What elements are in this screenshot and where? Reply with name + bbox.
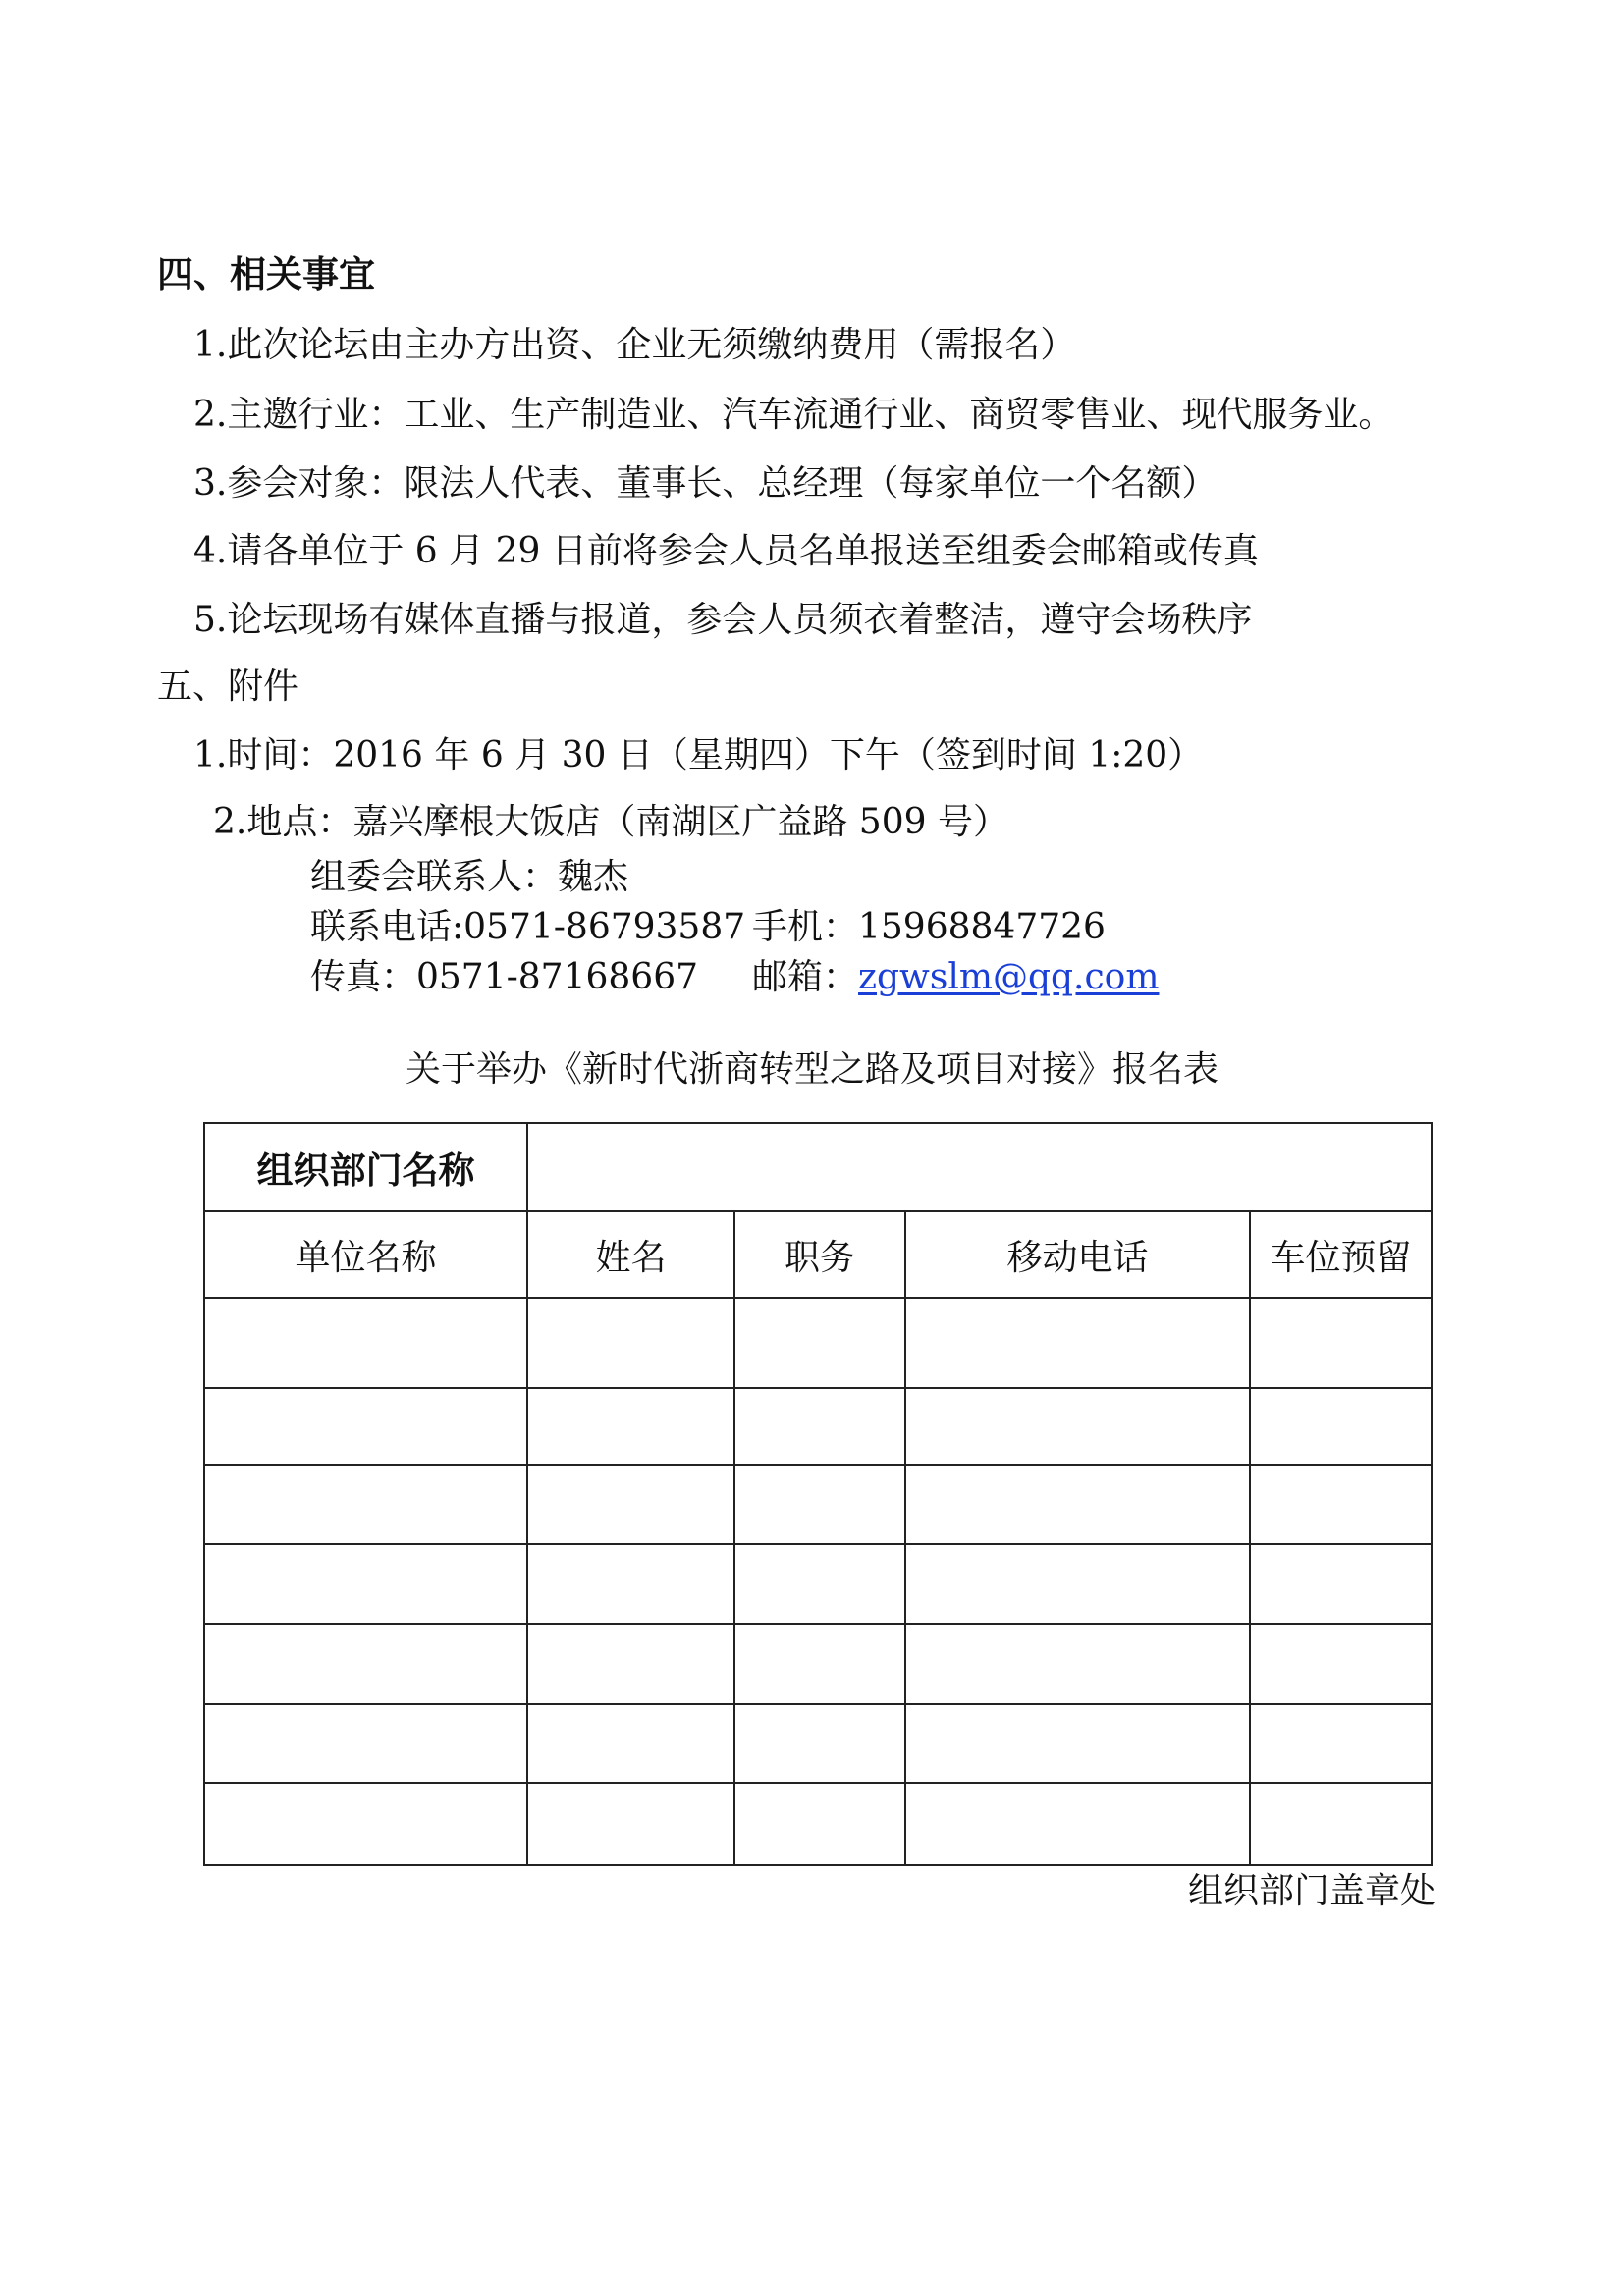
mobile-cell[interactable] xyxy=(905,1624,1250,1704)
table-row xyxy=(204,1704,1432,1783)
mobile-cell[interactable] xyxy=(905,1388,1250,1465)
event-time: 1.时间：2016 年 6 月 30 日（星期四）下午（签到时间 1:20） xyxy=(193,735,1204,775)
stamp-area-note: 组织部门盖章处 xyxy=(1187,1871,1435,1911)
item-industries: 2.主邀行业：工业、生产制造业、汽车流通行业、商贸零售业、现代服务业。 xyxy=(193,395,1394,435)
position-cell[interactable] xyxy=(734,1298,905,1388)
parking-cell[interactable] xyxy=(1250,1465,1432,1544)
unit-name-cell[interactable] xyxy=(204,1624,527,1704)
column-header-mobile: 移动电话 xyxy=(905,1211,1250,1298)
item-deadline: 4.请各单位于 6 月 29 日前将参会人员名单报送至组委会邮箱或传真 xyxy=(193,531,1259,571)
position-cell[interactable] xyxy=(734,1388,905,1465)
org-name-field[interactable] xyxy=(527,1123,1432,1211)
column-header-position: 职务 xyxy=(734,1211,905,1298)
unit-name-cell[interactable] xyxy=(204,1388,527,1465)
column-header-parking: 车位预留 xyxy=(1250,1211,1432,1298)
registration-table xyxy=(203,1122,1433,1866)
table-row xyxy=(204,1624,1432,1704)
parking-cell[interactable] xyxy=(1250,1298,1432,1388)
table-row xyxy=(204,1298,1432,1388)
contact-email-link[interactable]: zgwslm@qq.com xyxy=(858,957,1160,997)
unit-name-cell[interactable] xyxy=(204,1465,527,1544)
position-cell[interactable] xyxy=(734,1704,905,1783)
name-cell[interactable] xyxy=(527,1704,734,1783)
column-header-name: 姓名 xyxy=(527,1211,734,1298)
section-heading-attachment: 五、附件 xyxy=(157,667,299,707)
item-funding: 1.此次论坛由主办方出资、企业无须缴纳费用（需报名） xyxy=(193,325,1076,365)
mobile-cell[interactable] xyxy=(905,1783,1250,1865)
unit-name-cell[interactable] xyxy=(204,1298,527,1388)
parking-cell[interactable] xyxy=(1250,1624,1432,1704)
contact-fax: 传真：0571-87168667 xyxy=(310,957,699,997)
position-cell[interactable] xyxy=(734,1465,905,1544)
contact-email-label: 邮箱： xyxy=(752,957,859,997)
contact-email-row xyxy=(752,954,1159,1001)
item-conduct: 5.论坛现场有媒体直播与报道，参会人员须衣着整洁，遵守会场秩序 xyxy=(193,600,1253,640)
name-cell[interactable] xyxy=(527,1783,734,1865)
name-cell[interactable] xyxy=(527,1465,734,1544)
parking-cell[interactable] xyxy=(1250,1704,1432,1783)
column-header-unit-name: 单位名称 xyxy=(204,1211,527,1298)
mobile-cell[interactable] xyxy=(905,1544,1250,1624)
section-heading-related-matters: 四、相关事宜 xyxy=(157,253,375,295)
position-cell[interactable] xyxy=(734,1783,905,1865)
mobile-cell[interactable] xyxy=(905,1465,1250,1544)
unit-name-cell[interactable] xyxy=(204,1544,527,1624)
name-cell[interactable] xyxy=(527,1624,734,1704)
org-name-label: 组织部门名称 xyxy=(204,1123,527,1211)
name-cell[interactable] xyxy=(527,1388,734,1465)
item-attendees: 3.参会对象：限法人代表、董事长、总经理（每家单位一个名额） xyxy=(193,463,1218,504)
name-cell[interactable] xyxy=(527,1298,734,1388)
mobile-cell[interactable] xyxy=(905,1298,1250,1388)
parking-cell[interactable] xyxy=(1250,1544,1432,1624)
position-cell[interactable] xyxy=(734,1624,905,1704)
event-location: 2.地点：嘉兴摩根大饭店（南湖区广益路 509 号） xyxy=(213,802,1008,842)
table-header-row xyxy=(204,1211,1432,1298)
name-cell[interactable] xyxy=(527,1544,734,1624)
table-row xyxy=(204,1388,1432,1465)
mobile-cell[interactable] xyxy=(905,1704,1250,1783)
unit-name-cell[interactable] xyxy=(204,1704,527,1783)
table-row xyxy=(204,1783,1432,1865)
unit-name-cell[interactable] xyxy=(204,1783,527,1865)
contact-phone: 联系电话:0571-86793587 xyxy=(310,907,746,947)
org-row xyxy=(204,1123,1432,1211)
contact-person: 组委会联系人：魏杰 xyxy=(310,857,629,897)
table-row xyxy=(204,1465,1432,1544)
parking-cell[interactable] xyxy=(1250,1388,1432,1465)
table-row xyxy=(204,1544,1432,1624)
registration-form-title: 关于举办《新时代浙商转型之路及项目对接》报名表 xyxy=(405,1049,1218,1090)
contact-mobile: 手机：15968847726 xyxy=(752,907,1106,947)
parking-cell[interactable] xyxy=(1250,1783,1432,1865)
position-cell[interactable] xyxy=(734,1544,905,1624)
